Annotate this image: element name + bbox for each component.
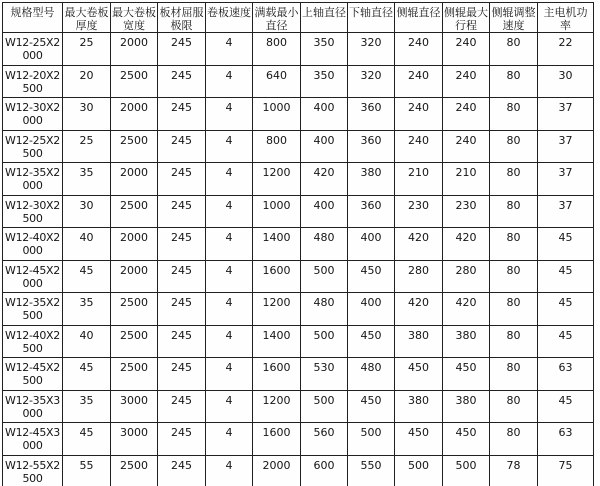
value-cell: 230 [395, 195, 443, 228]
value-cell: 35 [63, 293, 111, 326]
value-cell: 2500 [111, 358, 158, 391]
model-cell: W12-30X2500 [3, 195, 63, 228]
value-cell: 4 [206, 358, 253, 391]
value-cell: 420 [395, 293, 443, 326]
value-cell: 30 [63, 195, 111, 228]
header-row [3, 3, 594, 33]
value-cell: 63 [538, 423, 594, 456]
value-cell: 80 [490, 33, 538, 66]
value-cell: 80 [490, 65, 538, 98]
value-cell: 360 [348, 130, 395, 163]
model-cell: W12-35X2500 [3, 293, 63, 326]
value-cell: 2500 [111, 455, 158, 486]
value-cell: 360 [348, 98, 395, 131]
value-cell: 37 [538, 98, 594, 131]
value-cell: 2500 [111, 130, 158, 163]
value-cell: 280 [443, 260, 490, 293]
value-cell: 80 [490, 130, 538, 163]
value-cell: 600 [301, 455, 348, 486]
value-cell: 80 [490, 228, 538, 261]
value-cell: 240 [443, 130, 490, 163]
value-cell: 450 [348, 260, 395, 293]
column-header: 上轴直径 [301, 3, 348, 33]
value-cell: 30 [538, 65, 594, 98]
value-cell: 380 [395, 325, 443, 358]
value-cell: 800 [253, 130, 301, 163]
value-cell: 1600 [253, 358, 301, 391]
model-cell: W12-25X2500 [3, 130, 63, 163]
model-cell: W12-25X2000 [3, 33, 63, 66]
value-cell: 420 [395, 228, 443, 261]
value-cell: 80 [490, 293, 538, 326]
value-cell: 1400 [253, 325, 301, 358]
value-cell: 245 [158, 98, 206, 131]
model-cell: W12-20X2500 [3, 65, 63, 98]
value-cell: 1200 [253, 390, 301, 423]
value-cell: 4 [206, 98, 253, 131]
value-cell: 4 [206, 455, 253, 486]
value-cell: 2000 [253, 455, 301, 486]
table-row [3, 228, 594, 261]
value-cell: 45 [538, 228, 594, 261]
value-cell: 40 [63, 228, 111, 261]
value-cell: 45 [63, 358, 111, 391]
value-cell: 22 [538, 33, 594, 66]
value-cell: 2000 [111, 33, 158, 66]
column-header: 侧辊最大行程 [443, 3, 490, 33]
value-cell: 245 [158, 455, 206, 486]
value-cell: 4 [206, 33, 253, 66]
table-row [3, 260, 594, 293]
column-header: 规格型号 [3, 3, 63, 33]
model-cell: W12-35X2000 [3, 163, 63, 196]
value-cell: 2000 [111, 228, 158, 261]
value-cell: 500 [301, 390, 348, 423]
value-cell: 530 [301, 358, 348, 391]
column-header: 满载最小直径 [253, 3, 301, 33]
value-cell: 245 [158, 293, 206, 326]
value-cell: 400 [348, 293, 395, 326]
table-row [3, 33, 594, 66]
value-cell: 450 [348, 325, 395, 358]
value-cell: 4 [206, 130, 253, 163]
table-row [3, 163, 594, 196]
value-cell: 230 [443, 195, 490, 228]
model-cell: W12-30X2000 [3, 98, 63, 131]
value-cell: 480 [301, 228, 348, 261]
value-cell: 4 [206, 390, 253, 423]
value-cell: 2500 [111, 195, 158, 228]
value-cell: 245 [158, 325, 206, 358]
value-cell: 350 [301, 33, 348, 66]
column-header: 卷板速度 [206, 3, 253, 33]
value-cell: 400 [348, 228, 395, 261]
value-cell: 380 [443, 390, 490, 423]
value-cell: 480 [348, 358, 395, 391]
value-cell: 4 [206, 325, 253, 358]
value-cell: 245 [158, 33, 206, 66]
value-cell: 1600 [253, 423, 301, 456]
value-cell: 240 [443, 98, 490, 131]
model-cell: W12-40X2000 [3, 228, 63, 261]
value-cell: 4 [206, 260, 253, 293]
value-cell: 450 [443, 423, 490, 456]
value-cell: 4 [206, 228, 253, 261]
value-cell: 800 [253, 33, 301, 66]
value-cell: 3000 [111, 390, 158, 423]
table-row [3, 390, 594, 423]
table-body [3, 33, 594, 486]
table-row [3, 423, 594, 456]
model-cell: W12-45X3000 [3, 423, 63, 456]
value-cell: 45 [538, 260, 594, 293]
value-cell: 37 [538, 163, 594, 196]
value-cell: 500 [301, 260, 348, 293]
value-cell: 45 [538, 325, 594, 358]
value-cell: 4 [206, 293, 253, 326]
value-cell: 80 [490, 325, 538, 358]
value-cell: 80 [490, 163, 538, 196]
value-cell: 420 [443, 293, 490, 326]
value-cell: 35 [63, 390, 111, 423]
table-row [3, 325, 594, 358]
value-cell: 245 [158, 358, 206, 391]
value-cell: 1200 [253, 293, 301, 326]
value-cell: 80 [490, 390, 538, 423]
column-header: 侧辊直径 [395, 3, 443, 33]
value-cell: 350 [301, 65, 348, 98]
table-row [3, 195, 594, 228]
value-cell: 4 [206, 195, 253, 228]
value-cell: 320 [348, 65, 395, 98]
value-cell: 500 [443, 455, 490, 486]
value-cell: 380 [443, 325, 490, 358]
value-cell: 640 [253, 65, 301, 98]
value-cell: 245 [158, 423, 206, 456]
model-cell: W12-35X3000 [3, 390, 63, 423]
value-cell: 450 [443, 358, 490, 391]
value-cell: 1400 [253, 228, 301, 261]
model-cell: W12-45X2000 [3, 260, 63, 293]
value-cell: 210 [443, 163, 490, 196]
value-cell: 55 [63, 455, 111, 486]
value-cell: 2000 [111, 163, 158, 196]
value-cell: 450 [395, 358, 443, 391]
value-cell: 80 [490, 423, 538, 456]
column-header: 最大卷板厚度 [63, 3, 111, 33]
value-cell: 550 [348, 455, 395, 486]
value-cell: 420 [301, 163, 348, 196]
value-cell: 78 [490, 455, 538, 486]
value-cell: 245 [158, 390, 206, 423]
value-cell: 240 [395, 98, 443, 131]
value-cell: 2500 [111, 293, 158, 326]
value-cell: 37 [538, 195, 594, 228]
value-cell: 280 [395, 260, 443, 293]
model-cell: W12-40X2500 [3, 325, 63, 358]
value-cell: 245 [158, 195, 206, 228]
table-row [3, 130, 594, 163]
value-cell: 75 [538, 455, 594, 486]
value-cell: 1000 [253, 195, 301, 228]
value-cell: 245 [158, 228, 206, 261]
table-row [3, 358, 594, 391]
value-cell: 1000 [253, 98, 301, 131]
value-cell: 4 [206, 65, 253, 98]
value-cell: 4 [206, 423, 253, 456]
value-cell: 240 [395, 130, 443, 163]
value-cell: 245 [158, 130, 206, 163]
value-cell: 560 [301, 423, 348, 456]
column-header: 最大卷板宽度 [111, 3, 158, 33]
value-cell: 500 [395, 455, 443, 486]
spec-table [2, 2, 594, 486]
value-cell: 80 [490, 358, 538, 391]
table-row [3, 455, 594, 486]
value-cell: 37 [538, 130, 594, 163]
value-cell: 2000 [111, 98, 158, 131]
table-row [3, 293, 594, 326]
column-header: 主电机功率 [538, 3, 594, 33]
value-cell: 2500 [111, 325, 158, 358]
table-row [3, 98, 594, 131]
value-cell: 80 [490, 260, 538, 293]
value-cell: 240 [395, 65, 443, 98]
value-cell: 2500 [111, 65, 158, 98]
value-cell: 1600 [253, 260, 301, 293]
value-cell: 500 [348, 423, 395, 456]
value-cell: 420 [443, 228, 490, 261]
value-cell: 500 [301, 325, 348, 358]
value-cell: 45 [538, 390, 594, 423]
value-cell: 380 [395, 390, 443, 423]
table-row [3, 65, 594, 98]
value-cell: 240 [443, 33, 490, 66]
value-cell: 245 [158, 65, 206, 98]
value-cell: 35 [63, 163, 111, 196]
value-cell: 25 [63, 130, 111, 163]
value-cell: 40 [63, 325, 111, 358]
value-cell: 80 [490, 98, 538, 131]
value-cell: 380 [348, 163, 395, 196]
value-cell: 45 [538, 293, 594, 326]
value-cell: 480 [301, 293, 348, 326]
value-cell: 245 [158, 163, 206, 196]
value-cell: 20 [63, 65, 111, 98]
value-cell: 360 [348, 195, 395, 228]
value-cell: 63 [538, 358, 594, 391]
value-cell: 400 [301, 130, 348, 163]
value-cell: 45 [63, 260, 111, 293]
value-cell: 80 [490, 195, 538, 228]
value-cell: 30 [63, 98, 111, 131]
value-cell: 450 [395, 423, 443, 456]
value-cell: 450 [348, 390, 395, 423]
column-header: 侧辊调整速度 [490, 3, 538, 33]
value-cell: 45 [63, 423, 111, 456]
value-cell: 240 [395, 33, 443, 66]
value-cell: 240 [443, 65, 490, 98]
value-cell: 320 [348, 33, 395, 66]
value-cell: 3000 [111, 423, 158, 456]
value-cell: 400 [301, 98, 348, 131]
value-cell: 210 [395, 163, 443, 196]
value-cell: 2000 [111, 260, 158, 293]
value-cell: 400 [301, 195, 348, 228]
model-cell: W12-55X2500 [3, 455, 63, 486]
model-cell: W12-45X2500 [3, 358, 63, 391]
value-cell: 4 [206, 163, 253, 196]
value-cell: 25 [63, 33, 111, 66]
column-header: 下轴直径 [348, 3, 395, 33]
value-cell: 1200 [253, 163, 301, 196]
value-cell: 245 [158, 260, 206, 293]
column-header: 板材屈服极限 [158, 3, 206, 33]
